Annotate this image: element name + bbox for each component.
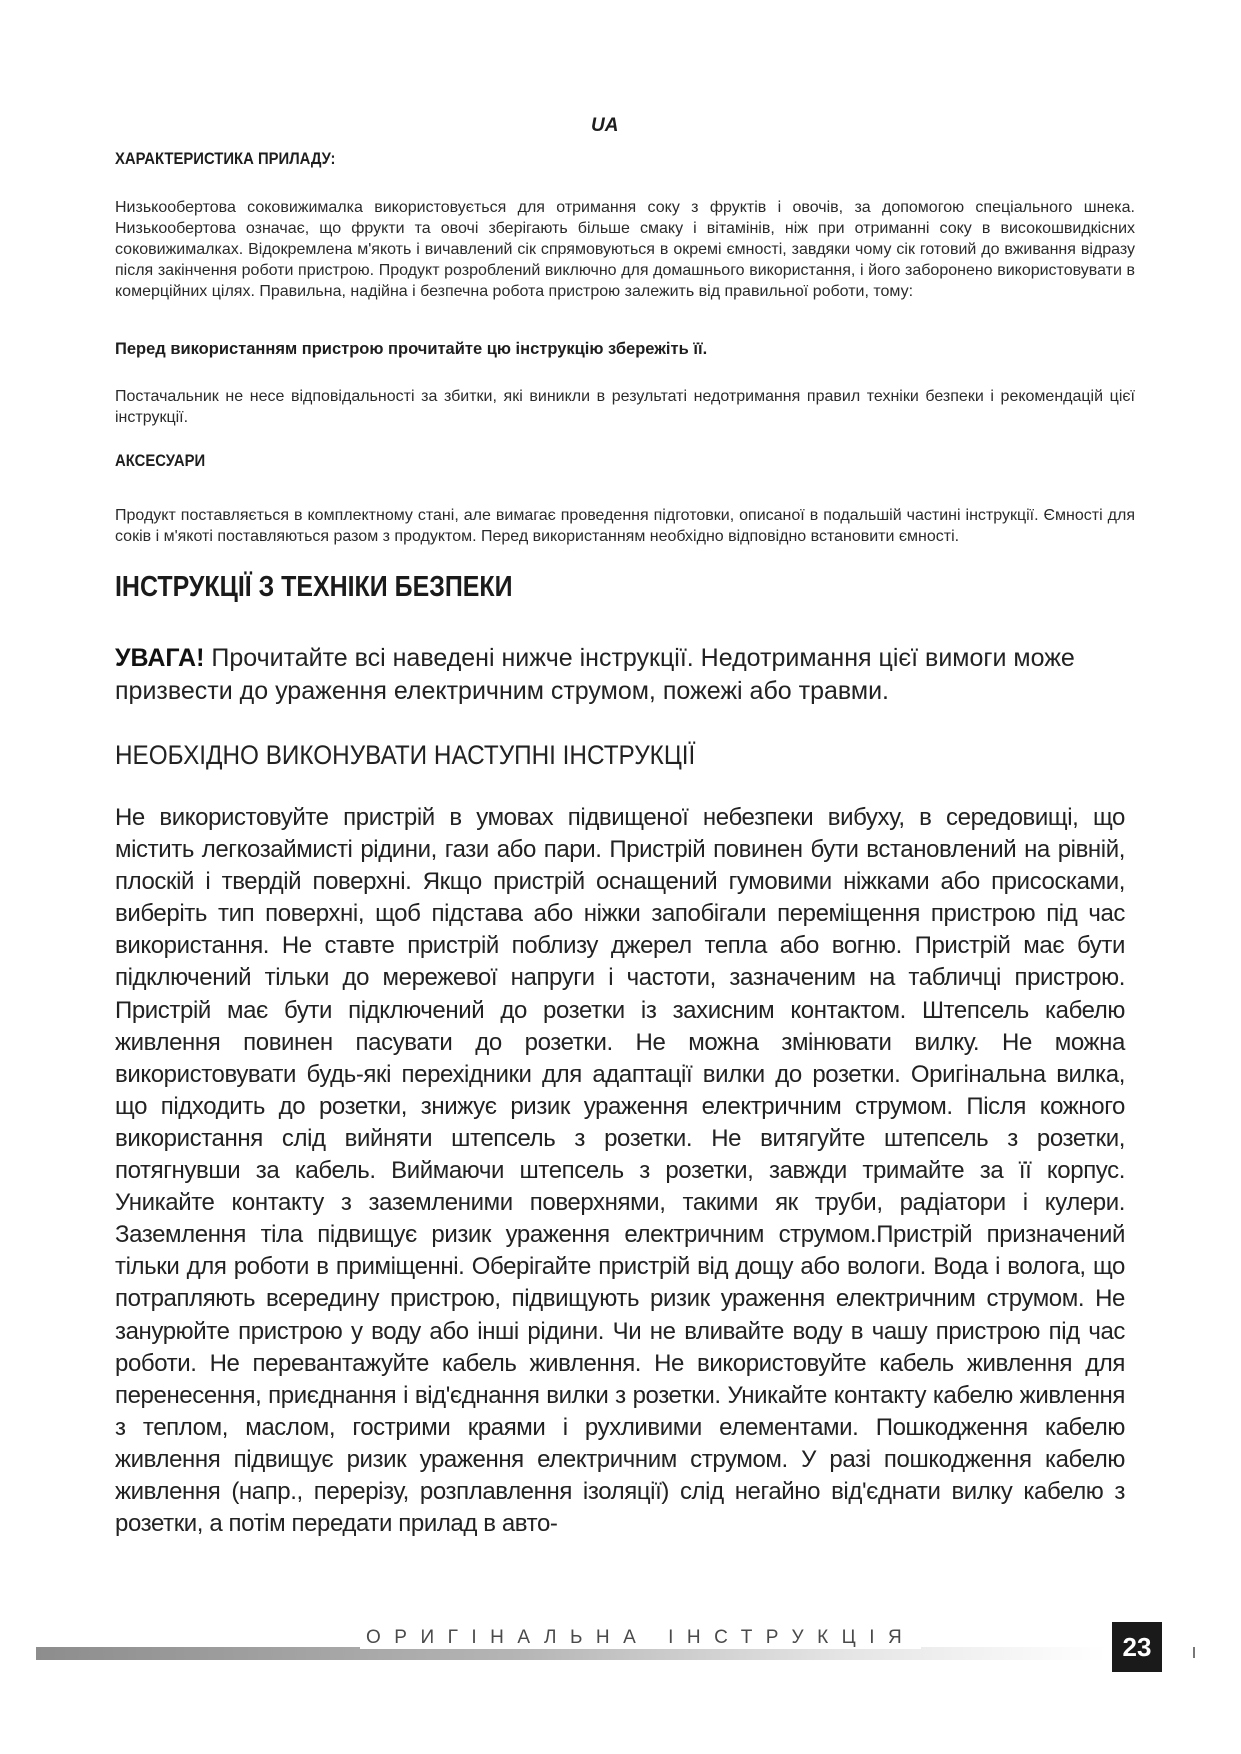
warning-paragraph: [115, 642, 1125, 708]
safety-subtitle: НЕОБХІДНО ВИКОНУВАТИ НАСТУПНІ ІНСТРУКЦІЇ: [115, 740, 696, 770]
footer-label: ОРИГІНАЛЬНА ІНСТРУКЦІЯ: [360, 1627, 921, 1649]
accessories-paragraph: Продукт поставляється в комплектному стані, але вимагає проведення підготовки, описаної в подальшій частині інструкції. Ємності для соків і м'якоті поставляються разом з продуктом. Перед використанням необхідно відповідно встановити ємності.: [115, 507, 1135, 545]
warning-text: Прочитайте всі наведені нижче інструкції. Недотримання цієї вимоги може призвести до ураження електричним струмом, пожежі або травми.: [115, 644, 1075, 705]
safety-body-text: Не використовуйте пристрій в умовах підвищеної небезпеки вибуху, в середовищі, що містить легкозаймисті рідини, гази або пари. Пристрій повинен бути встановлений на рівній, плоскій і твердій поверхні. Якщо пристрій оснащений гумовими ніжками або присосками, виберіть тип поверхні, щоб підстава або ніжки запобігали переміщення пристрою під час використання. Не ставте пристрій поблизу джерел тепла або вогню. Пристрій має бути підключений тільки до мережевої напруги і частоти, зазначеним на табличці пристрою. Пристрій має бути підключений до розетки із захисним контактом. Штепсель кабелю живлення повинен пасувати до розетки. Не можна змінювати вилку. Не можна використовувати будь-які перехідники для адаптації вилки до розетки. Оригінальна вилка, що підходить до розетки, знижує ризик ураження електричним струмом. Після кожного використання слід вийняти штепсель з розетки. Не витягуйте штепсель з розетки, потягнувши за кабель. Виймаючи штепсель з розетки, завжди тримайте за її корпус. Уникайте контакту з заземленими поверхнями, такими як труби, радіатори і кулери. Заземлення тіла підвищує ризик ураження електричним струмом.Пристрій призначений тільки для роботи в приміщенні. Оберігайте пристрій від дощу або вологи. Вода і волога, що потрапляють всередину пристрою, підвищують ризик ураження електричним струмом. Не занурюйте пристрою у воду або інші рідини. Чи не вливайте воду в чашу пристрою під час роботи. Не перевантажуйте кабель живлення. Не використовуйте кабель живлення для перенесення, приєднання і від'єднання вилки з розетки. Уникайте контакту кабелю живлення з теплом, маслом, гострими краями і рухливими елементами. Пошкодження кабелю живлення підвищує ризик ураження електричним струмом. У разі пошкодження кабелю живлення (напр., перерізу, розплавлення ізоляції) слід негайно від'єднати вилку кабелю з розетки, а потім передати прилад в авто-: [115, 804, 1125, 1538]
characteristics-paragraph: Низькообертова соковижималка використовується для отримання соку з фруктів і овочів, за допомогою спеціального шнека. Низькообертова означає, що фрукти та овочі зберігають більше смаку і вітамінів, ніж при отриманні соку в високошвидкісних соковижималках. Відокремлена м'якоть і вичавлений сік спрямовуються в окремі ємності, завдяки чому сік готовий до вживання відразу після закінчення роботи пристрою. Продукт розроблений виключно для домашнього використання, і його заборонено використовувати в комерційних цілях. Правильна, надійна і безпечна робота пристрою залежить від правильної роботи, тому:: [115, 199, 1135, 300]
section-title-accessories: АКСЕСУАРИ: [115, 452, 206, 470]
footer-tick: [1193, 1647, 1195, 1658]
section-title-characteristics: ХАРАКТЕРИСТИКА ПРИЛАДУ:: [115, 150, 336, 168]
disclaimer-paragraph: Постачальник не несе відповідальності за збитки, які виникли в результаті недотримання правил техніки безпеки і рекомендацій цієї інструкції.: [115, 388, 1135, 426]
read-instructions-note: Перед використанням пристрою прочитайте цю інструкцію збережіть її.: [115, 340, 708, 358]
page-number: 23: [1112, 1622, 1162, 1672]
warning-label: УВАГА!: [115, 644, 205, 672]
safety-title: ІНСТРУКЦІЇ З ТЕХНІКИ БЕЗПЕКИ: [115, 571, 513, 603]
language-code: UA: [591, 115, 619, 136]
